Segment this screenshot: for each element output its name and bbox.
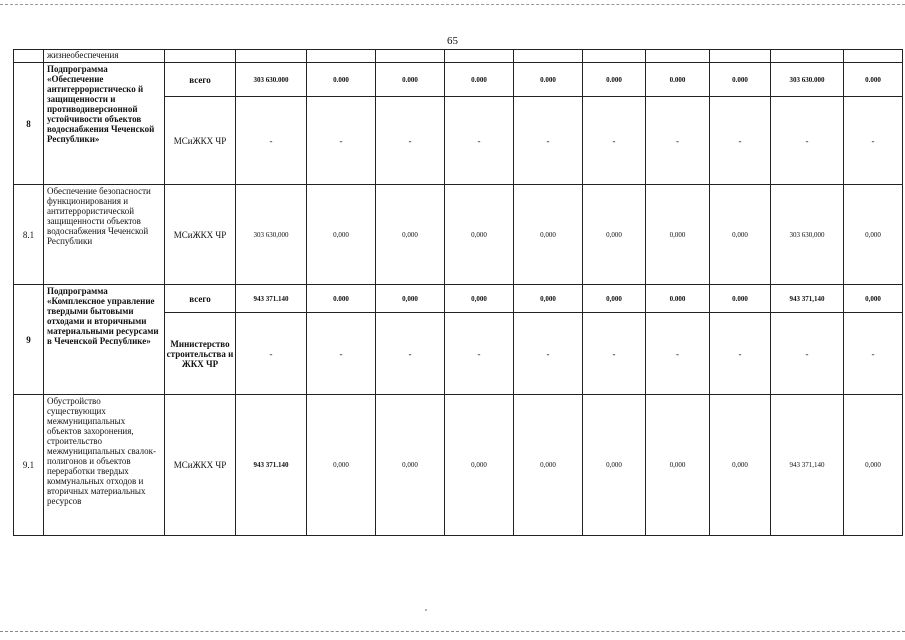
value-cell: - xyxy=(710,313,771,395)
page-number: 65 xyxy=(447,35,458,47)
bottom-border-line xyxy=(0,631,905,632)
value-cell: 303 630,000 xyxy=(236,185,307,285)
value-cell: 0.000 xyxy=(583,63,646,97)
value-cell: 0,000 xyxy=(376,185,445,285)
value-cell: 303 630.000 xyxy=(236,63,307,97)
budget-table xyxy=(13,49,903,536)
value-cell: - xyxy=(445,97,514,185)
value-cell: 0.000 xyxy=(710,63,771,97)
value-cell: 303 630,000 xyxy=(771,185,844,285)
value-cell: 0.000 xyxy=(844,63,903,97)
table-row xyxy=(14,395,903,536)
name-cell: Подпрограмма «Комплексное управление твердыми бытовыми отходами и вторичными материальными ресурсами в Чеченской Республике» xyxy=(44,285,165,395)
table-row xyxy=(14,185,903,285)
value-cell: 0,000 xyxy=(376,285,445,313)
value-cell: - xyxy=(583,97,646,185)
table-row xyxy=(14,50,903,63)
value-cell: - xyxy=(445,313,514,395)
index-cell xyxy=(14,50,44,63)
value-cell: - xyxy=(844,313,903,395)
value-cell: 943 371.140 xyxy=(236,395,307,536)
value-cell: 0,000 xyxy=(583,285,646,313)
table-row xyxy=(14,63,903,97)
table-row xyxy=(14,285,903,313)
value-cell: 0,000 xyxy=(514,285,583,313)
value-cell: - xyxy=(514,97,583,185)
value-cell: 0,000 xyxy=(844,185,903,285)
executor-cell: МСиЖКХ ЧР xyxy=(165,97,236,185)
value-cell: 0,000 xyxy=(646,185,710,285)
index-cell: 9.1 xyxy=(14,395,44,536)
value-cell: - xyxy=(514,313,583,395)
value-cell: 0,000 xyxy=(307,185,376,285)
value-cell: - xyxy=(376,313,445,395)
executor-cell: МСиЖКХ ЧР xyxy=(165,395,236,536)
scan-speck xyxy=(425,609,427,611)
value-cell: 0,000 xyxy=(844,285,903,313)
value-cell: 0,000 xyxy=(514,395,583,536)
value-cell: 0,000 xyxy=(844,395,903,536)
executor-cell: МСиЖКХ ЧР xyxy=(165,185,236,285)
value-cell: 943 371,140 xyxy=(771,285,844,313)
value-cell: 0,000 xyxy=(710,185,771,285)
value-cell: 0,000 xyxy=(583,185,646,285)
value-cell: - xyxy=(236,313,307,395)
value-cell: 0,000 xyxy=(445,285,514,313)
value-cell: - xyxy=(646,97,710,185)
value-cell: 0,000 xyxy=(646,395,710,536)
index-cell: 9 xyxy=(14,285,44,395)
value-cell: - xyxy=(236,97,307,185)
value-cell: - xyxy=(844,97,903,185)
value-cell: 943 371,140 xyxy=(771,395,844,536)
name-cell: жизнеобеспечения xyxy=(44,50,165,63)
value-cell: 0,000 xyxy=(514,185,583,285)
executor-cell: всего xyxy=(165,63,236,97)
value-cell: 943 371.140 xyxy=(236,285,307,313)
index-cell: 8.1 xyxy=(14,185,44,285)
value-cell: - xyxy=(646,313,710,395)
value-cell: - xyxy=(307,313,376,395)
value-cell: 0.000 xyxy=(710,285,771,313)
value-cell: 0.000 xyxy=(307,63,376,97)
value-cell: - xyxy=(710,97,771,185)
value-cell: 0,000 xyxy=(445,185,514,285)
value-cell: 303 630.000 xyxy=(771,63,844,97)
value-cell: 0.000 xyxy=(646,285,710,313)
executor-cell: Министерство строительства и ЖКХ ЧР xyxy=(165,313,236,395)
value-cell: 0,000 xyxy=(307,395,376,536)
name-cell: Подпрограмма «Обеспечение антитеррористическо й защищенности и противодиверсионной устойчивости объектов водоснабжения Чеченской Республики» xyxy=(44,63,165,185)
value-cell: - xyxy=(307,97,376,185)
value-cell: 0.000 xyxy=(376,63,445,97)
value-cell: 0,000 xyxy=(583,395,646,536)
value-cell: 0,000 xyxy=(445,395,514,536)
index-cell: 8 xyxy=(14,63,44,185)
value-cell: 0.000 xyxy=(646,63,710,97)
name-cell: Обустройство существующих межмуниципальных объектов захоронения, строительство межмуниципальных свалок-полигонов и объектов переработки твердых коммунальных отходов и вторичных материальных ресурсов xyxy=(44,395,165,536)
value-cell: 0,000 xyxy=(376,395,445,536)
value-cell: - xyxy=(771,97,844,185)
value-cell: 0.000 xyxy=(514,63,583,97)
value-cell: - xyxy=(771,313,844,395)
value-cell: 0,000 xyxy=(710,395,771,536)
name-cell: Обеспечение безопасности функционирования и антитеррористической защищенности объектов водоснабжения Чеченской Республики xyxy=(44,185,165,285)
top-border-line xyxy=(0,4,905,5)
value-cell: - xyxy=(376,97,445,185)
value-cell: 0.000 xyxy=(445,63,514,97)
executor-cell: всего xyxy=(165,285,236,313)
value-cell: - xyxy=(583,313,646,395)
value-cell: 0.000 xyxy=(307,285,376,313)
